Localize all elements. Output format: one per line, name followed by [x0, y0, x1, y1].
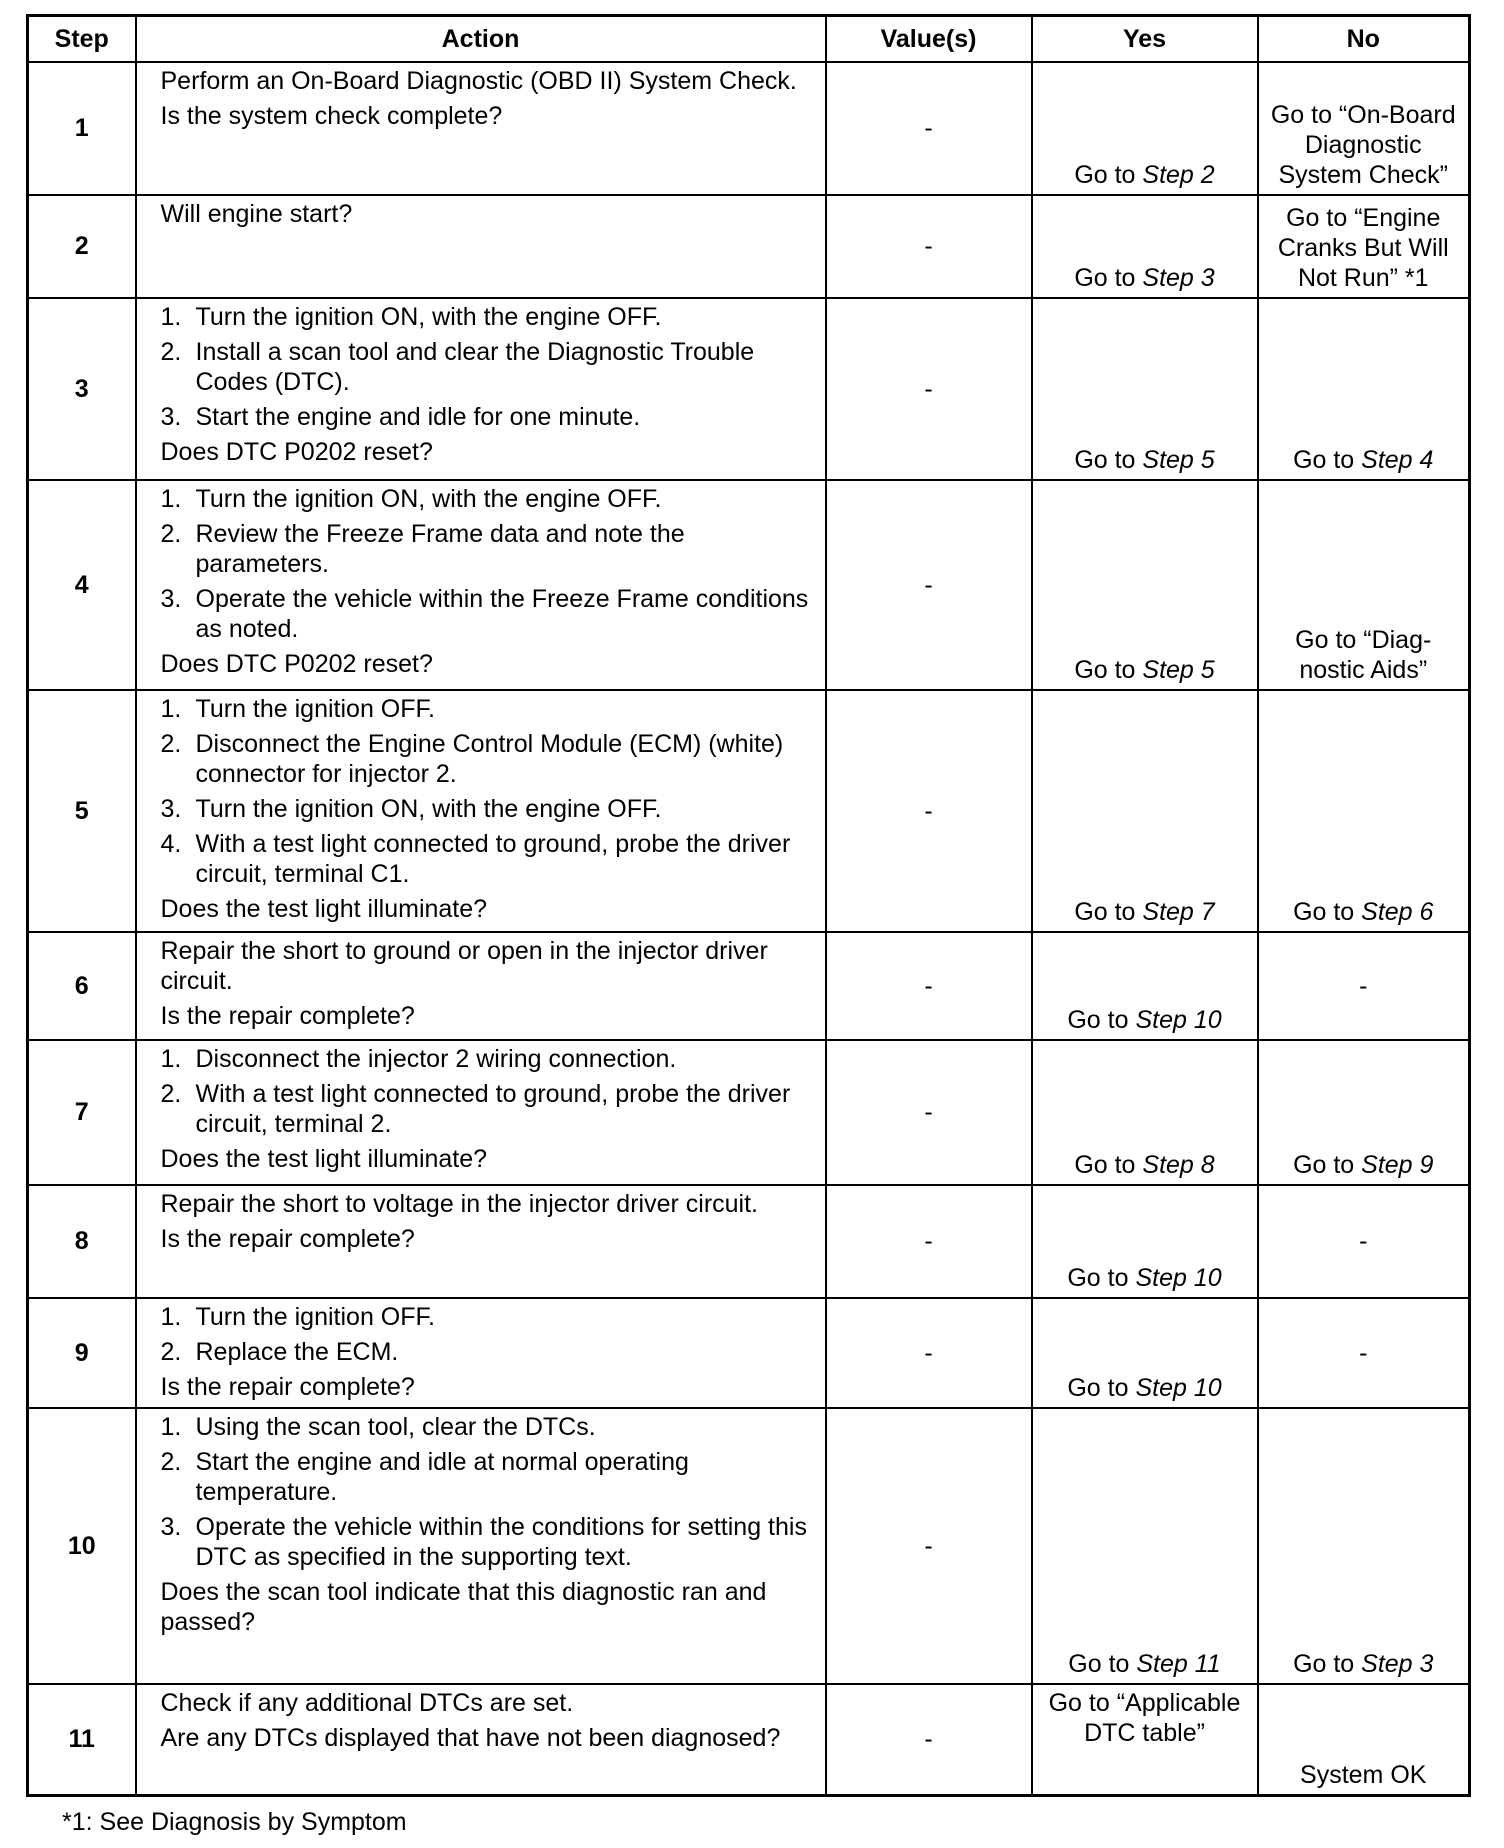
yes-prefix: Go to [1074, 656, 1143, 684]
value-cell: - [826, 1408, 1032, 1684]
table-row [28, 1298, 1470, 1408]
action-intro: Perform an On-Board Diagnostic (OBD II) System Check. [160, 67, 797, 95]
action-item: 1. Using the scan tool, clear the DTCs. [160, 1413, 596, 1441]
value-cell: - [826, 1684, 1032, 1795]
yes-step-ref: Step 3 [1142, 264, 1215, 292]
yes-step-ref: Step 7 [1142, 898, 1215, 926]
yes-step-ref: Step 10 [1135, 1006, 1222, 1034]
action-question: Are any DTCs displayed that have not been diagnosed? [160, 1724, 781, 1752]
step-number: 8 [28, 1185, 136, 1298]
step-number: 11 [28, 1684, 136, 1795]
yes-cell [1032, 1040, 1258, 1185]
value-cell: - [826, 690, 1032, 932]
no-cell: System OK [1258, 1684, 1470, 1795]
action-cell [136, 195, 826, 298]
action-question: Will engine start? [160, 200, 353, 228]
diagnostic-table [26, 14, 1471, 1797]
yes-step-ref: Step 5 [1142, 446, 1215, 474]
step-number: 4 [28, 480, 136, 690]
step-number: 3 [28, 298, 136, 480]
value-cell: - [826, 62, 1032, 195]
action-item: 4. With a test light connected to ground, probe the driver circuit, terminal C1. [160, 830, 791, 888]
yes-step-ref: Step 5 [1142, 656, 1215, 684]
step-number: 9 [28, 1298, 136, 1408]
action-item: 2. Disconnect the Engine Control Module (ECM) (white) connector for injector 2. [160, 730, 784, 788]
yes-step-ref: Step 10 [1135, 1264, 1222, 1292]
yes-cell [1032, 298, 1258, 480]
yes-prefix: Go to [1074, 446, 1143, 474]
table-row [28, 932, 1470, 1040]
no-cell [1258, 298, 1470, 480]
action-item: 1. Disconnect the injector 2 wiring connection. [160, 1045, 677, 1073]
yes-cell: Go to “Applicable DTC table” [1032, 1684, 1258, 1795]
action-item: 3. Start the engine and idle for one minute. [160, 403, 641, 431]
yes-cell [1032, 195, 1258, 298]
no-cell: - [1258, 1185, 1470, 1298]
no-cell [1258, 690, 1470, 932]
action-question: Does DTC P0202 reset? [160, 438, 433, 466]
table-row [28, 1040, 1470, 1185]
table-row [28, 298, 1470, 480]
yes-prefix: Go to [1067, 1264, 1136, 1292]
action-intro: Repair the short to ground or open in the injector driver circuit. [160, 937, 768, 995]
yes-prefix: Go to [1067, 1006, 1136, 1034]
table-row [28, 195, 1470, 298]
action-cell [136, 1185, 826, 1298]
action-item: 2. Start the engine and idle at normal operating temperature. [160, 1448, 689, 1506]
action-item: 1. Turn the ignition OFF. [160, 695, 435, 723]
action-intro: Repair the short to voltage in the injector driver circuit. [160, 1190, 758, 1218]
value-cell: - [826, 932, 1032, 1040]
yes-cell [1032, 1408, 1258, 1684]
step-number: 1 [28, 62, 136, 195]
yes-cell [1032, 1185, 1258, 1298]
table-row [28, 62, 1470, 195]
action-intro: Check if any additional DTCs are set. [160, 1689, 574, 1717]
yes-prefix: Go to [1067, 1374, 1136, 1402]
action-question: Is the repair complete? [160, 1373, 415, 1401]
action-item: 2. Install a scan tool and clear the Diagnostic Trouble Codes (DTC). [160, 338, 755, 396]
footnote: *1: See Diagnosis by Symptom [62, 1808, 407, 1836]
action-item: 3. Turn the ignition ON, with the engine OFF. [160, 795, 662, 823]
yes-cell [1032, 1298, 1258, 1408]
action-question: Does the test light illuminate? [160, 895, 488, 923]
action-item: 1. Turn the ignition OFF. [160, 1303, 435, 1331]
value-cell: - [826, 298, 1032, 480]
value-cell: - [826, 1040, 1032, 1185]
action-item: 2. Replace the ECM. [160, 1338, 399, 1366]
action-item: 2. Review the Freeze Frame data and note the parameters. [160, 520, 685, 578]
header-no: No [1258, 16, 1470, 63]
no-cell: Go to “On-Board Diagnostic System Check” [1258, 62, 1470, 195]
no-step-ref: Step 4 [1361, 446, 1434, 474]
step-number: 6 [28, 932, 136, 1040]
yes-step-ref: Step 11 [1136, 1650, 1221, 1678]
table-row [28, 480, 1470, 690]
header-action: Action [136, 16, 826, 63]
no-prefix: Go to [1293, 446, 1362, 474]
action-item: 1. Turn the ignition ON, with the engine OFF. [160, 303, 662, 331]
no-cell [1258, 1408, 1470, 1684]
action-cell [136, 62, 826, 195]
table-row [28, 1684, 1470, 1795]
value-cell: - [826, 195, 1032, 298]
step-number: 5 [28, 690, 136, 932]
action-cell [136, 298, 826, 480]
yes-cell [1032, 932, 1258, 1040]
action-cell [136, 690, 826, 932]
header-row [28, 16, 1470, 63]
header-yes: Yes [1032, 16, 1258, 63]
table-row [28, 1408, 1470, 1684]
no-cell: - [1258, 932, 1470, 1040]
action-item: 3. Operate the vehicle within the conditions for setting this DTC as specified in the supporting text. [160, 1513, 807, 1571]
action-item: 3. Operate the vehicle within the Freeze Frame conditions as noted. [160, 585, 809, 643]
action-cell [136, 1298, 826, 1408]
yes-prefix: Go to [1074, 898, 1143, 926]
no-prefix: Go to [1293, 898, 1362, 926]
yes-step-ref: Step 8 [1142, 1151, 1215, 1179]
table-row [28, 690, 1470, 932]
no-prefix: Go to [1293, 1151, 1362, 1179]
action-question: Does the test light illuminate? [160, 1145, 488, 1173]
step-number: 7 [28, 1040, 136, 1185]
no-cell [1258, 1040, 1470, 1185]
action-question: Does DTC P0202 reset? [160, 650, 433, 678]
yes-step-ref: Step 2 [1142, 161, 1215, 189]
header-values: Value(s) [826, 16, 1032, 63]
yes-prefix: Go to [1074, 161, 1143, 189]
yes-prefix: Go to [1068, 1650, 1137, 1678]
yes-cell [1032, 690, 1258, 932]
action-question: Is the repair complete? [160, 1002, 415, 1030]
action-cell [136, 1408, 826, 1684]
action-question: Does the scan tool indicate that this diagnostic ran and passed? [160, 1578, 767, 1636]
no-step-ref: Step 6 [1361, 898, 1434, 926]
no-prefix: Go to [1293, 1650, 1362, 1678]
no-step-ref: Step 3 [1361, 1650, 1434, 1678]
step-number: 2 [28, 195, 136, 298]
action-cell [136, 932, 826, 1040]
yes-cell [1032, 62, 1258, 195]
no-cell: - [1258, 1298, 1470, 1408]
header-step: Step [28, 16, 136, 63]
value-cell: - [826, 1185, 1032, 1298]
action-item: 2. With a test light connected to ground, probe the driver circuit, terminal 2. [160, 1080, 791, 1138]
yes-prefix: Go to [1074, 1151, 1143, 1179]
step-number: 10 [28, 1408, 136, 1684]
value-cell: - [826, 480, 1032, 690]
no-cell: Go to “Diag-nostic Aids” [1258, 480, 1470, 690]
action-cell [136, 480, 826, 690]
yes-prefix: Go to [1074, 264, 1143, 292]
no-step-ref: Step 9 [1361, 1151, 1434, 1179]
yes-cell [1032, 480, 1258, 690]
action-question: Is the repair complete? [160, 1225, 415, 1253]
value-cell: - [826, 1298, 1032, 1408]
action-cell [136, 1684, 826, 1795]
table-row [28, 1185, 1470, 1298]
action-item: 1. Turn the ignition ON, with the engine OFF. [160, 485, 662, 513]
yes-step-ref: Step 10 [1135, 1374, 1222, 1402]
action-question: Is the system check complete? [160, 102, 503, 130]
no-cell: Go to “Engine Cranks But Will Not Run” *1 [1258, 195, 1470, 298]
action-cell [136, 1040, 826, 1185]
